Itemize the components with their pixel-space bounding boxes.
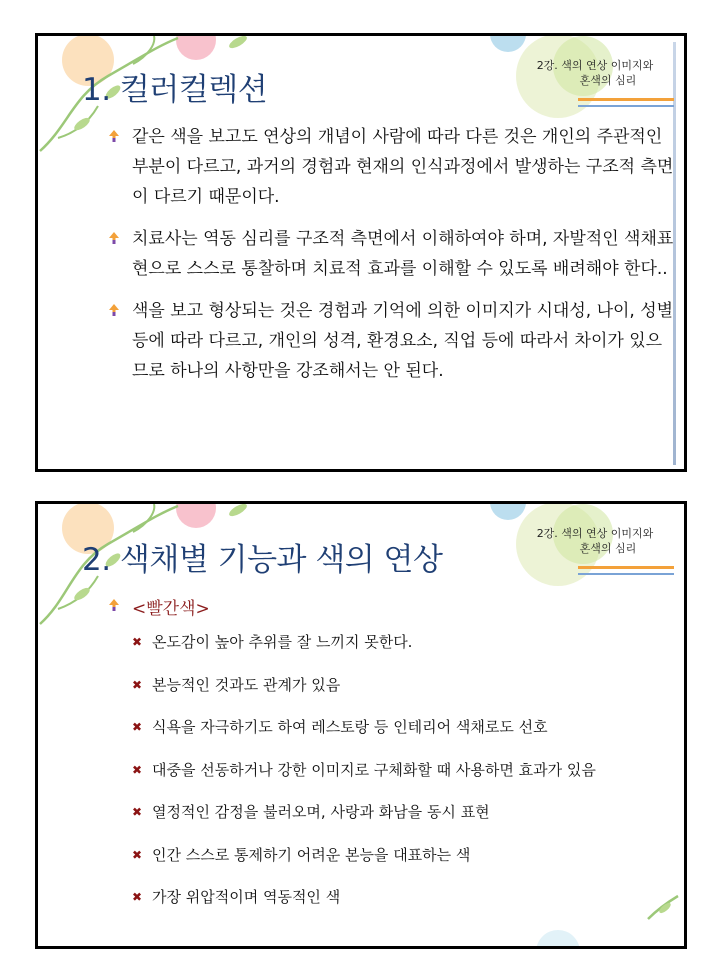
list-item-text: 본능적인 것과도 관계가 있음 — [152, 675, 341, 694]
list-item-text: 인간 스스로 통제하기 어려운 본능을 대표하는 색 — [152, 845, 471, 864]
subheading-text: <빨간색> — [132, 599, 210, 619]
x-mark-icon: ✖ — [132, 890, 143, 904]
chapter-tag-bars — [578, 98, 674, 107]
arrow-bullet-icon — [108, 599, 120, 611]
x-mark-icon: ✖ — [132, 762, 143, 777]
x-mark-icon: ✖ — [132, 677, 143, 692]
chapter-tag — [520, 526, 670, 556]
list-item-text: 온도감이 높아 추위를 잘 느끼지 못한다. — [152, 633, 413, 651]
list-item-text: 대중을 선동하거나 강한 이미지로 구체화할 때 사용하면 효과가 있음 — [152, 760, 596, 779]
color-subheading — [106, 594, 210, 619]
bullet-item — [106, 122, 676, 212]
list-item-text: 식욕을 자극하기도 하여 레스토랑 등 인테리어 색채로도 선호 — [152, 718, 548, 736]
x-mark-icon: ✖ — [132, 847, 143, 862]
bullet-text: 치료사는 역동 심리를 구조적 측면에서 이해하여야 하며, 자발적인 색채표현으로 스스로 통찰하며 치료적 효과를 이해할 수 있도록 배려해야 한다.. — [132, 229, 674, 279]
list-item — [132, 802, 672, 822]
slide-1 — [35, 33, 687, 472]
list-item — [132, 760, 672, 780]
slide-title: 2. 색채별 기능과 색의 연상 — [82, 542, 443, 578]
x-mark-icon: ✖ — [132, 635, 143, 649]
attribute-list — [132, 632, 672, 930]
bullet-item — [106, 224, 676, 284]
chapter-tag-line2: 혼색의 심리 — [579, 542, 637, 555]
list-item — [132, 717, 672, 737]
chapter-tag-line2: 혼색의 심리 — [579, 74, 637, 87]
chapter-tag-line1: 2강. 색의 연상 이미지와 — [536, 59, 654, 72]
chapter-tag — [520, 58, 670, 88]
arrow-bullet-icon — [108, 232, 120, 244]
arrow-bullet-icon — [108, 304, 120, 316]
arrow-bullet-icon — [108, 130, 120, 142]
list-item — [132, 887, 672, 907]
x-mark-icon: ✖ — [132, 805, 143, 819]
chapter-tag-bars — [578, 566, 674, 575]
list-item — [132, 632, 672, 652]
list-item — [132, 845, 672, 865]
list-item-text: 가장 위압적이며 역동적인 색 — [152, 888, 341, 906]
chapter-tag-line1: 2강. 색의 연상 이미지와 — [536, 527, 654, 540]
list-item-text: 열정적인 감정을 불러오며, 사랑과 화남을 동시 표현 — [152, 803, 490, 821]
slide-title: 1. 컬러컬렉션 — [82, 72, 268, 108]
x-mark-icon: ✖ — [132, 720, 143, 734]
slide-2 — [35, 501, 687, 949]
list-item — [132, 675, 672, 695]
bullet-text: 같은 색을 보고도 연상의 개념이 사람에 따라 다른 것은 개인의 주관적인 부분이 다르고, 과거의 경험과 현재의 인식과정에서 발생하는 구조적 측면이 다르기 때문이다. — [132, 127, 674, 207]
bullet-list — [106, 122, 676, 398]
bullet-item — [106, 296, 676, 386]
bullet-text: 색을 보고 형상되는 것은 경험과 기억에 의한 이미지가 시대성, 나이, 성별 등에 따라 다르고, 개인의 성격, 환경요소, 직업 등에 따라서 차이가 있으므로 하나의 사항만을 강조해서는 안 된다. — [132, 301, 674, 381]
